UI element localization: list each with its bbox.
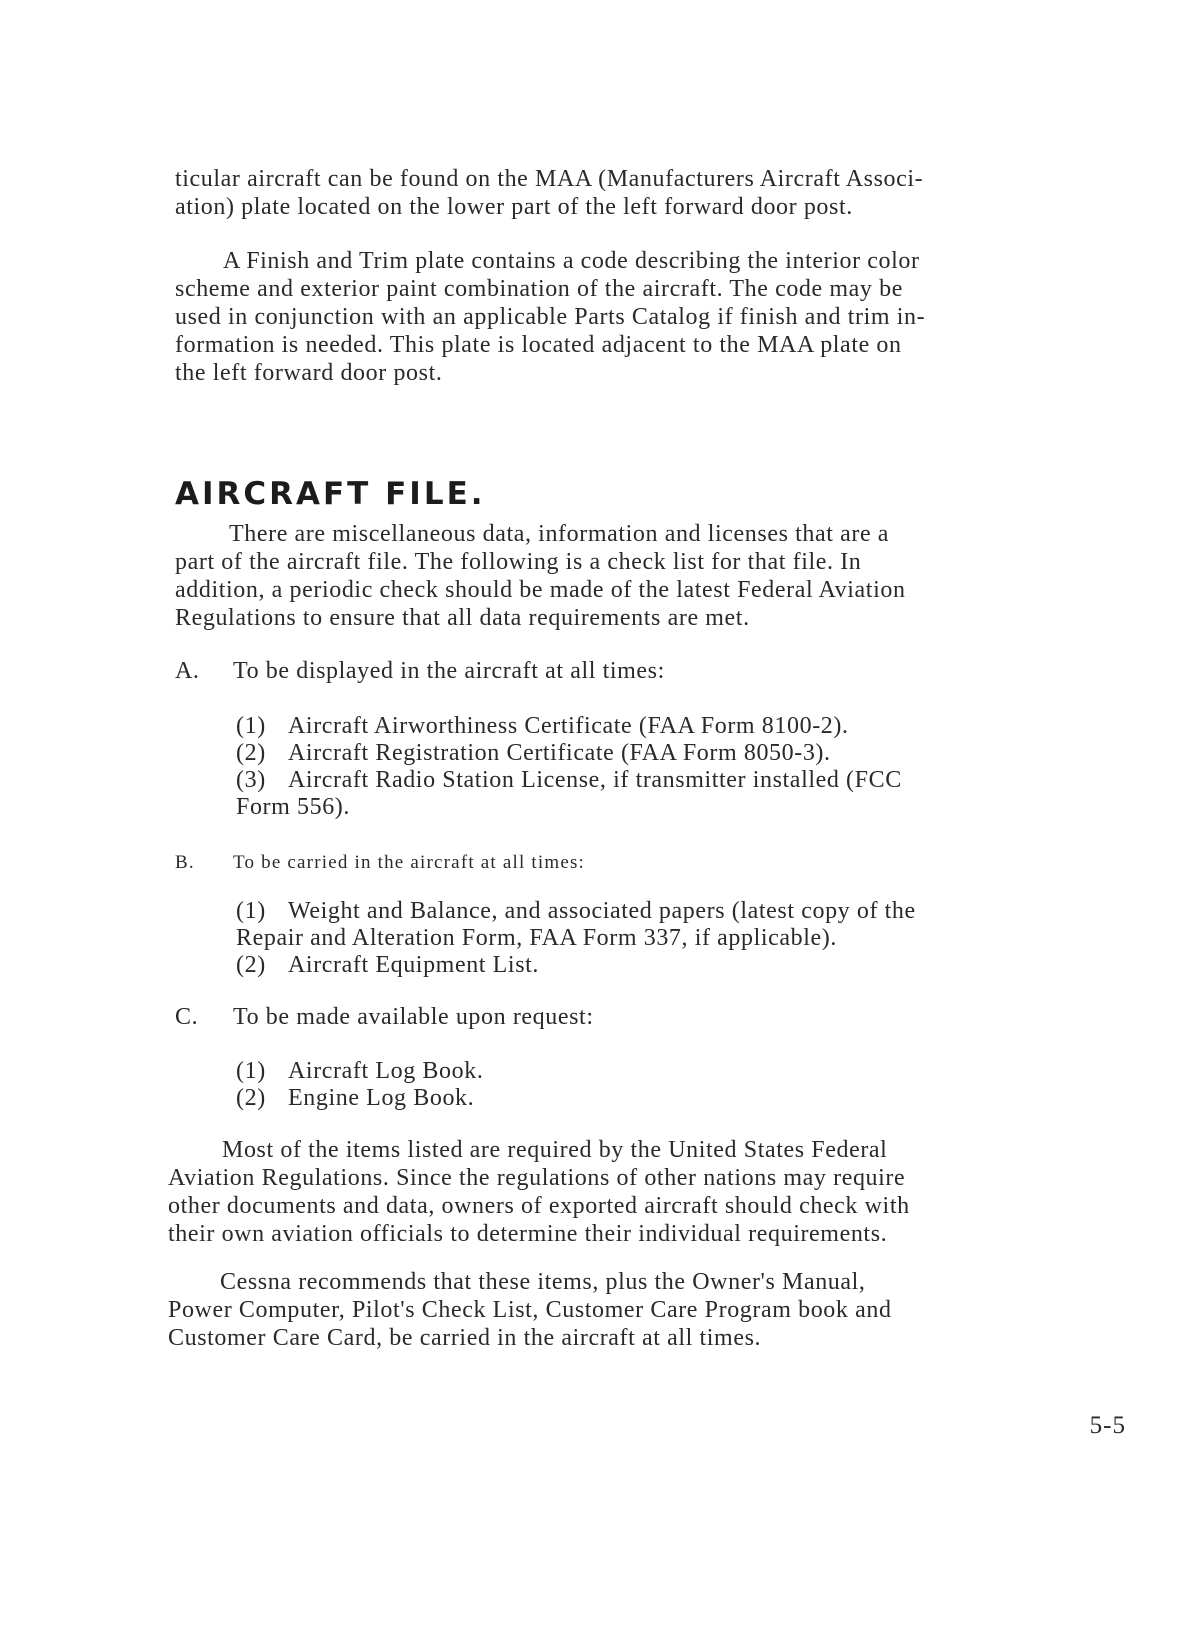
list-item: [236, 951, 539, 979]
text-line: their own aviation officials to determine their individual requirements.: [168, 1221, 888, 1247]
section-c-label: [175, 1003, 594, 1031]
text-line: ation) plate located on the lower part of the left forward door post.: [175, 194, 853, 220]
item-text: Aircraft Radio Station License, if transmitter installed (FCC: [288, 767, 902, 793]
text-line: addition, a periodic check should be made of the latest Federal Aviation: [175, 577, 906, 603]
text-line: A Finish and Trim plate contains a code describing the interior color: [223, 248, 920, 274]
section-letter: C.: [175, 1004, 199, 1030]
section-title: To be made available upon request:: [233, 1004, 594, 1030]
item-number: (2): [236, 1085, 266, 1111]
cessna-paragraph: [168, 1268, 892, 1352]
item-number: (2): [236, 740, 266, 766]
page-number: 5-5: [1089, 1412, 1126, 1439]
section-heading: AIRCRAFT FILE.: [175, 476, 486, 512]
list-item: [236, 1057, 483, 1085]
text-line: Most of the items listed are required by the United States Federal: [222, 1137, 888, 1163]
intro-paragraph: [175, 165, 923, 221]
item-text: Weight and Balance, and associated papers (latest copy of the: [288, 898, 916, 924]
list-item-continuation: Form 556).: [236, 794, 350, 820]
section-letter: A.: [175, 658, 200, 684]
list-item: [236, 897, 916, 925]
section-title: To be displayed in the aircraft at all times:: [233, 658, 665, 684]
item-text: Aircraft Log Book.: [288, 1058, 484, 1084]
item-number: (2): [236, 952, 266, 978]
list-item: [236, 1084, 474, 1112]
regulations-paragraph: [168, 1136, 910, 1248]
item-number: (3): [236, 767, 266, 793]
text-line: Cessna recommends that these items, plus the Owner's Manual,: [220, 1269, 866, 1295]
text-line: Power Computer, Pilot's Check List, Customer Care Program book and: [168, 1297, 892, 1323]
list-item-continuation: Repair and Alteration Form, FAA Form 337, if applicable).: [236, 925, 837, 951]
text-line: the left forward door post.: [175, 360, 443, 386]
item-text: Aircraft Registration Certificate (FAA Form 8050-3).: [288, 740, 831, 766]
item-text: Aircraft Equipment List.: [288, 952, 540, 978]
file-intro-paragraph: [175, 520, 906, 632]
finish-trim-paragraph: [175, 247, 925, 387]
item-text: Engine Log Book.: [288, 1085, 475, 1111]
section-b-label: [175, 849, 585, 877]
text-line: Aviation Regulations. Since the regulations of other nations may require: [168, 1165, 906, 1191]
text-line: other documents and data, owners of exported aircraft should check with: [168, 1193, 910, 1219]
item-number: (1): [236, 898, 266, 924]
text-line: Regulations to ensure that all data requirements are met.: [175, 605, 750, 631]
text-line: Customer Care Card, be carried in the aircraft at all times.: [168, 1325, 762, 1351]
section-title: To be carried in the aircraft at all times:: [233, 852, 586, 873]
item-number: (1): [236, 713, 266, 739]
text-line: ticular aircraft can be found on the MAA (Manufacturers Aircraft Associ-: [175, 166, 924, 192]
text-line: There are miscellaneous data, information and licenses that are a: [229, 521, 890, 547]
text-line: part of the aircraft file. The following is a check list for that file. In: [175, 549, 862, 575]
list-item: [236, 739, 831, 767]
text-line: scheme and exterior paint combination of the aircraft. The code may be: [175, 276, 903, 302]
list-item: [236, 712, 849, 740]
text-line: formation is needed. This plate is located adjacent to the MAA plate on: [175, 332, 902, 358]
section-a-label: [175, 657, 665, 685]
text-line: used in conjunction with an applicable Parts Catalog if finish and trim in-: [175, 304, 926, 330]
item-text: Aircraft Airworthiness Certificate (FAA Form 8100-2).: [288, 713, 849, 739]
item-number: (1): [236, 1058, 266, 1084]
section-letter: B.: [175, 852, 195, 873]
list-item: [236, 766, 902, 794]
